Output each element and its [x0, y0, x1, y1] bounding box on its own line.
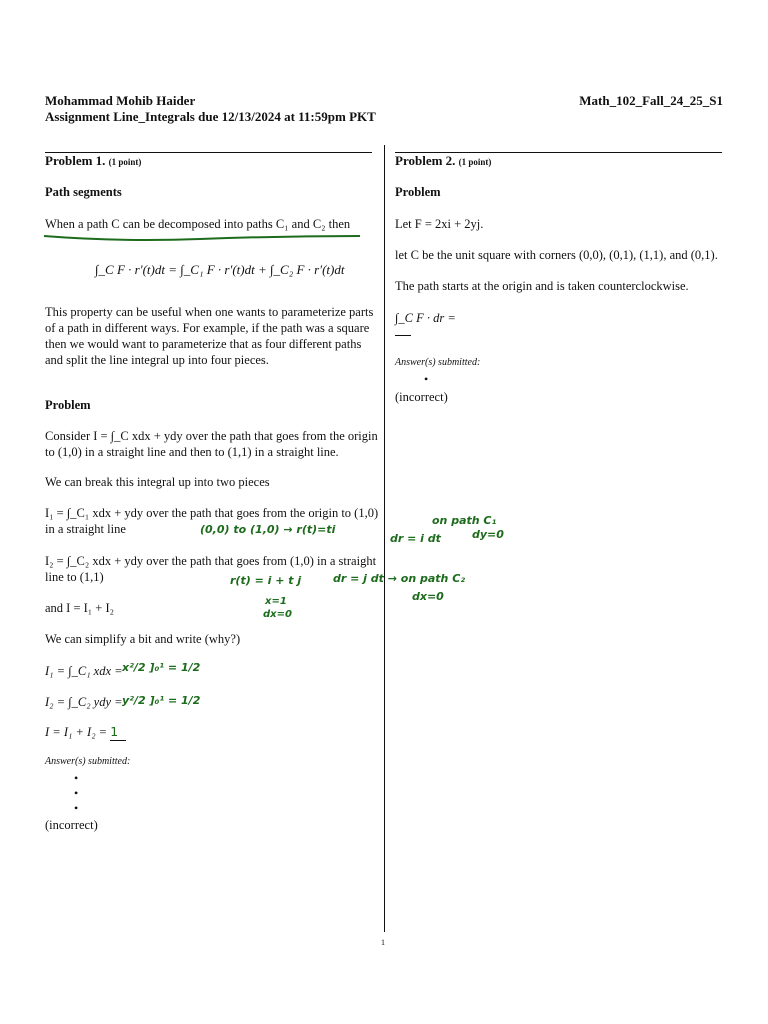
- page-number: 1: [381, 938, 385, 947]
- handwritten-note: dy=0: [472, 528, 504, 541]
- problem2-let-f: Let F = 2xi + 2yj.: [395, 217, 484, 231]
- handwritten-i1-work: x²/2 ]₀¹ = 1/2: [122, 661, 201, 674]
- student-name: Mohammad Mohib Haider: [45, 93, 196, 108]
- assignment-title: Assignment Line_Integrals due 12/13/2024 at 11:59pm PKT: [45, 109, 376, 124]
- decomposition-equation: ∫_C F · r′(t)dt = ∫_C₁ F · r′(t)dt + ∫_C₂ F · r′(t)dt: [95, 262, 345, 277]
- problem1-heading: Problem: [45, 398, 91, 412]
- simplify-text: We can simplify a bit and write (why?): [45, 632, 241, 646]
- paragraph-line: This property can be useful when one wants to parameterize parts: [45, 305, 374, 319]
- i2-line: line to (1,1): [45, 570, 104, 584]
- handwritten-note: (0,0) to (1,0) → r(t)=ti: [200, 523, 336, 536]
- paragraph-line: of a path in different ways. For example, if the path was a square: [45, 321, 370, 335]
- consider-line: to (1,0) in a straight line and then to (1,1) in a straight line.: [45, 445, 339, 459]
- problem2-heading: Problem: [395, 185, 441, 199]
- handwritten-note: dr = i dt: [390, 532, 441, 545]
- handwritten-note: dx=0: [412, 590, 444, 603]
- handwritten-note: x=1: [265, 596, 287, 607]
- i-answer-field[interactable]: 1: [110, 724, 126, 741]
- handwritten-i2-work: y²/2 ]₀¹ = 1/2: [122, 694, 201, 707]
- consider-line: Consider I = ∫_C xdx + ydy over the path that goes from the origin: [45, 429, 378, 443]
- problem1-title: Problem 1. (1 point): [45, 153, 142, 168]
- problem2-title: Problem 2. (1 point): [395, 153, 492, 168]
- problem2-path: The path starts at the origin and is taken counterclockwise.: [395, 279, 689, 293]
- problem2-let-c: let C be the unit square with corners (0,0), (0,1), (1,1), and (0,1).: [395, 248, 718, 262]
- i-equation: I = I₁ + I₂ = 1: [45, 724, 126, 741]
- paragraph-line: and split the line integral up into four pieces.: [45, 353, 269, 367]
- handwritten-note: r(t) = i + t j: [230, 574, 302, 587]
- problem1-subtitle: Path segments: [45, 185, 122, 199]
- paragraph-line: then we would want to parameterize that as four different paths: [45, 337, 362, 351]
- i2-equation: I₂ = ∫_C₂ ydy =: [45, 695, 123, 709]
- problem2-integral: ∫_C F · dr =: [395, 311, 456, 325]
- i2-definition: [45, 553, 380, 585]
- handwritten-note: dr = j dt → on path C₂: [333, 572, 466, 585]
- problem2-answer-field[interactable]: [395, 335, 411, 336]
- problem1-intro: When a path C can be decomposed into paths C₁ and C₂ then: [45, 217, 351, 231]
- answer-bullet: •: [74, 801, 79, 815]
- column-divider: [384, 145, 385, 932]
- consider-text: [45, 428, 380, 460]
- i1-line: I₁ = ∫_C₁ xdx + ydy over the path that goes from the origin to (1,0): [45, 506, 379, 520]
- handwritten-note: on path C₁: [432, 514, 497, 527]
- sum-definition: and I = I₁ + I₂: [45, 601, 114, 615]
- problem1-paragraph: [45, 304, 375, 368]
- problem2-status: (incorrect): [395, 390, 448, 404]
- problem1-status: (incorrect): [45, 818, 98, 832]
- answer-bullet: •: [424, 372, 429, 386]
- i1-line: in a straight line: [45, 522, 126, 536]
- problem1-answers-label: Answer(s) submitted:: [45, 756, 131, 767]
- green-underline: [40, 230, 365, 244]
- handwritten-note: dx=0: [263, 609, 292, 620]
- answer-bullet: •: [74, 771, 79, 785]
- i1-equation: I₁ = ∫_C₁ xdx =: [45, 664, 123, 678]
- problem2-answers-label: Answer(s) submitted:: [395, 357, 481, 368]
- break-text: We can break this integral up into two pieces: [45, 475, 270, 489]
- course-code: Math_102_Fall_24_25_S1: [579, 93, 723, 108]
- i2-line: I₂ = ∫_C₂ xdx + ydy over the path that goes from (1,0) in a straight: [45, 554, 377, 568]
- answer-bullet: •: [74, 786, 79, 800]
